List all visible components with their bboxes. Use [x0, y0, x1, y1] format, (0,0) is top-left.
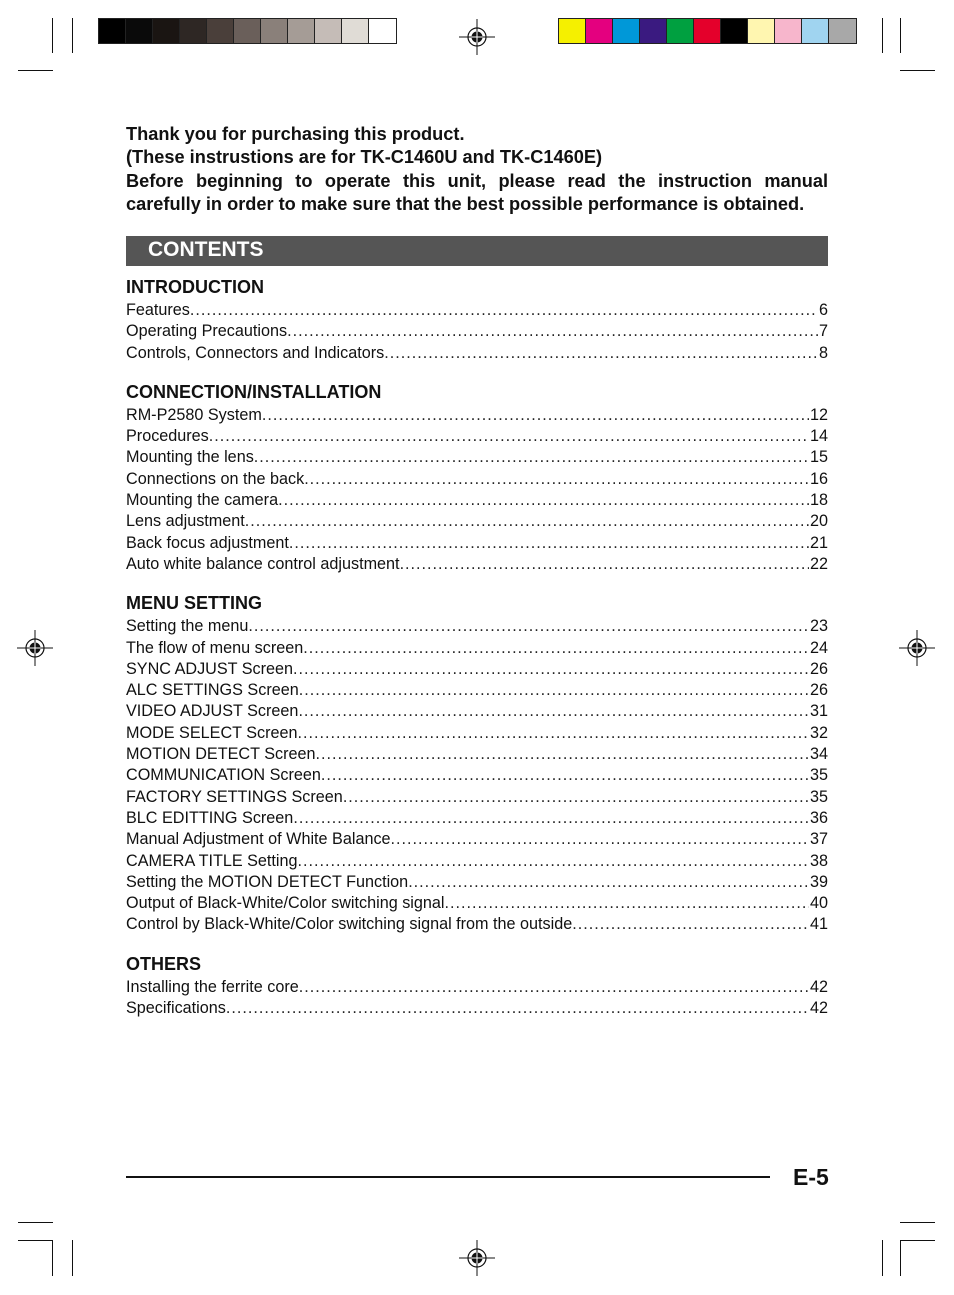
toc-page-number: 26: [809, 659, 828, 678]
toc-entry[interactable]: [126, 554, 828, 575]
color-swatch: [369, 19, 396, 43]
toc-entry[interactable]: [126, 447, 828, 468]
color-swatch: [126, 19, 153, 43]
toc-entry-title: MODE SELECT Screen: [126, 723, 298, 742]
toc-entry[interactable]: [126, 829, 828, 850]
color-swatch: [153, 19, 180, 43]
color-swatch: [234, 19, 261, 43]
toc-page-number: 39: [809, 872, 828, 891]
toc-entry[interactable]: [126, 490, 828, 511]
grayscale-swatch-bar: [98, 18, 397, 44]
toc-leader-dots: [400, 554, 809, 575]
toc-entry-title: Installing the ferrite core: [126, 977, 299, 996]
registration-mark-icon: [899, 630, 935, 666]
toc-leader-dots: [343, 787, 809, 808]
toc-leader-dots: [293, 659, 809, 680]
toc-leader-dots: [293, 808, 809, 829]
toc-leader-dots: [315, 744, 809, 765]
toc-entry[interactable]: [126, 765, 828, 786]
footer-rule: [126, 1176, 770, 1178]
toc-entry[interactable]: [126, 343, 828, 364]
toc-entry-title: Connections on the back: [126, 469, 305, 488]
toc-leader-dots: [298, 701, 809, 722]
intro-instruction: Before beginning to operate this unit, please read the instruction manual carefully in order to make sure that the best possible performance is obtained.: [126, 170, 828, 215]
toc-page-number: 38: [809, 851, 828, 870]
crop-mark: [18, 1222, 53, 1223]
color-swatch: [640, 19, 667, 43]
crop-mark: [900, 70, 935, 71]
crop-mark: [900, 1240, 901, 1276]
toc-entry[interactable]: [126, 893, 828, 914]
toc-entry-title: ALC SETTINGS Screen: [126, 681, 299, 700]
toc-section: [126, 276, 828, 364]
crop-mark: [72, 18, 73, 53]
toc-entry[interactable]: [126, 533, 828, 554]
toc-page-number: 22: [809, 554, 828, 573]
toc-leader-dots: [303, 638, 809, 659]
color-swatch: [559, 19, 586, 43]
toc-section-title: INTRODUCTION: [126, 277, 264, 297]
crop-mark: [882, 1240, 883, 1276]
toc-entry-title: CAMERA TITLE Setting: [126, 851, 298, 870]
color-swatch: [748, 19, 775, 43]
toc-page-number: 24: [809, 638, 828, 657]
toc-section: [126, 381, 828, 575]
toc-page-number: 42: [809, 999, 828, 1018]
crop-mark: [18, 70, 53, 71]
toc-leader-dots: [445, 893, 809, 914]
toc-page-number: 35: [809, 787, 828, 806]
table-of-contents: [126, 276, 828, 1036]
crop-mark: [72, 1240, 73, 1276]
crop-mark: [882, 18, 883, 53]
toc-entry[interactable]: [126, 723, 828, 744]
toc-leader-dots: [299, 680, 809, 701]
color-swatch: [207, 19, 234, 43]
toc-entry-title: Mounting the lens: [126, 448, 254, 467]
toc-leader-dots: [209, 426, 809, 447]
toc-leader-dots: [190, 300, 818, 321]
toc-page-number: 36: [809, 808, 828, 827]
toc-page-number: 6: [818, 301, 828, 319]
toc-leader-dots: [262, 405, 809, 426]
toc-entry[interactable]: [126, 321, 828, 342]
toc-leader-dots: [245, 511, 809, 532]
contents-heading-bar: [126, 236, 828, 266]
toc-entry-title: Back focus adjustment: [126, 533, 289, 552]
crop-mark: [900, 1240, 935, 1241]
toc-leader-dots: [304, 469, 809, 490]
toc-entry[interactable]: [126, 787, 828, 808]
toc-entry[interactable]: [126, 872, 828, 893]
toc-page-number: 42: [809, 977, 828, 996]
toc-entry-title: Specifications: [126, 999, 226, 1018]
toc-leader-dots: [254, 447, 809, 468]
color-swatch: [802, 19, 829, 43]
color-swatch: [721, 19, 748, 43]
toc-entry-title: SYNC ADJUST Screen: [126, 659, 294, 678]
crop-mark: [18, 1240, 53, 1241]
toc-entry[interactable]: [126, 914, 828, 935]
toc-page-number: 32: [809, 723, 828, 742]
toc-entry-title: Output of Black-White/Color switching signal: [126, 894, 445, 913]
toc-entry-title: Manual Adjustment of White Balance: [126, 830, 391, 849]
registration-mark-icon: [459, 19, 495, 55]
toc-entry-title: Setting the MOTION DETECT Function: [126, 872, 409, 891]
toc-page-number: 18: [809, 491, 828, 510]
color-swatch: [694, 19, 721, 43]
toc-section: [126, 953, 828, 1020]
toc-entry-title: Setting the menu: [126, 617, 249, 636]
color-swatch-bar: [558, 18, 857, 44]
toc-page-number: 41: [809, 915, 828, 934]
toc-entry[interactable]: [126, 426, 828, 447]
toc-entry[interactable]: [126, 511, 828, 532]
toc-leader-dots: [226, 998, 809, 1019]
toc-page-number: 21: [809, 533, 828, 552]
color-swatch: [829, 19, 856, 43]
toc-leader-dots: [384, 343, 818, 364]
contents-heading: CONTENTS: [148, 238, 264, 261]
toc-leader-dots: [572, 914, 809, 935]
toc-entry-title: The flow of menu screen: [126, 638, 304, 657]
toc-entry[interactable]: [126, 659, 828, 680]
toc-entry-title: MOTION DETECT Screen: [126, 745, 316, 764]
toc-entry-title: Operating Precautions: [126, 322, 288, 341]
toc-leader-dots: [248, 616, 809, 637]
toc-page-number: 14: [809, 427, 828, 446]
toc-page-number: 34: [809, 745, 828, 764]
toc-entry[interactable]: [126, 638, 828, 659]
toc-page-number: 23: [809, 617, 828, 636]
toc-leader-dots: [391, 829, 809, 850]
toc-section-title: MENU SETTING: [126, 593, 263, 614]
toc-page-number: 15: [809, 448, 828, 467]
toc-leader-dots: [321, 765, 809, 786]
crop-mark: [900, 1222, 935, 1223]
crop-mark: [900, 18, 901, 53]
registration-mark-icon: [17, 630, 53, 666]
toc-entry-title: Features: [126, 301, 190, 319]
color-swatch: [315, 19, 342, 43]
toc-entry-title: Mounting the camera: [126, 491, 279, 510]
toc-page-number: 8: [818, 343, 828, 362]
toc-section: [126, 592, 828, 935]
toc-entry[interactable]: [126, 616, 828, 637]
intro-block: [126, 123, 828, 217]
color-swatch: [261, 19, 288, 43]
intro-thanks: Thank you for purchasing this product.: [126, 124, 465, 144]
registration-mark-icon: [459, 1240, 495, 1276]
toc-entry-title: Controls, Connectors and Indicators: [126, 343, 385, 362]
toc-page-number: 7: [818, 322, 828, 341]
toc-entry[interactable]: [126, 300, 828, 321]
toc-leader-dots: [289, 533, 809, 554]
toc-entry-title: Lens adjustment: [126, 512, 245, 531]
toc-page-number: 12: [809, 405, 828, 424]
crop-mark: [52, 18, 53, 53]
toc-section-title: OTHERS: [126, 953, 202, 974]
toc-entry[interactable]: [126, 851, 828, 872]
color-swatch: [586, 19, 613, 43]
toc-leader-dots: [287, 321, 818, 342]
toc-entry[interactable]: [126, 469, 828, 490]
toc-entry-title: FACTORY SETTINGS Screen: [126, 787, 343, 806]
toc-entry-title: VIDEO ADJUST Screen: [126, 702, 299, 721]
toc-entry[interactable]: [126, 998, 828, 1019]
toc-page-number: 40: [809, 894, 828, 913]
toc-page-number: 35: [809, 766, 828, 785]
toc-entry-title: Control by Black-White/Color switching signal from the outside: [126, 915, 573, 934]
toc-entry-title: Auto white balance control adjustment: [126, 554, 400, 573]
color-swatch: [99, 19, 126, 43]
intro-model-note: (These instrustions are for TK-C1460U and TK-C1460E): [126, 147, 603, 168]
toc-leader-dots: [299, 977, 809, 998]
toc-page-number: 37: [809, 830, 828, 849]
toc-leader-dots: [408, 872, 809, 893]
toc-leader-dots: [278, 490, 809, 511]
page-number: E-5: [793, 1164, 829, 1190]
toc-leader-dots: [298, 851, 809, 872]
toc-page-number: 26: [809, 681, 828, 700]
color-swatch: [613, 19, 640, 43]
color-swatch: [775, 19, 802, 43]
color-swatch: [667, 19, 694, 43]
color-swatch: [180, 19, 207, 43]
toc-page-number: 16: [809, 469, 828, 488]
toc-entry[interactable]: [126, 808, 828, 829]
toc-page-number: 20: [809, 512, 828, 531]
toc-section-title: CONNECTION/INSTALLATION: [126, 381, 382, 402]
toc-entry[interactable]: [126, 680, 828, 701]
toc-entry[interactable]: [126, 701, 828, 722]
toc-entry[interactable]: [126, 977, 828, 998]
toc-entry[interactable]: [126, 744, 828, 765]
toc-entry-title: COMMUNICATION Screen: [126, 766, 321, 785]
color-swatch: [342, 19, 369, 43]
toc-entry-title: Procedures: [126, 427, 209, 446]
color-swatch: [288, 19, 315, 43]
toc-leader-dots: [298, 723, 809, 744]
crop-mark: [52, 1240, 53, 1276]
toc-entry-title: BLC EDITTING Screen: [126, 808, 294, 827]
toc-entry[interactable]: [126, 405, 828, 426]
toc-entry-title: RM-P2580 System: [126, 405, 262, 424]
toc-page-number: 31: [809, 702, 828, 721]
